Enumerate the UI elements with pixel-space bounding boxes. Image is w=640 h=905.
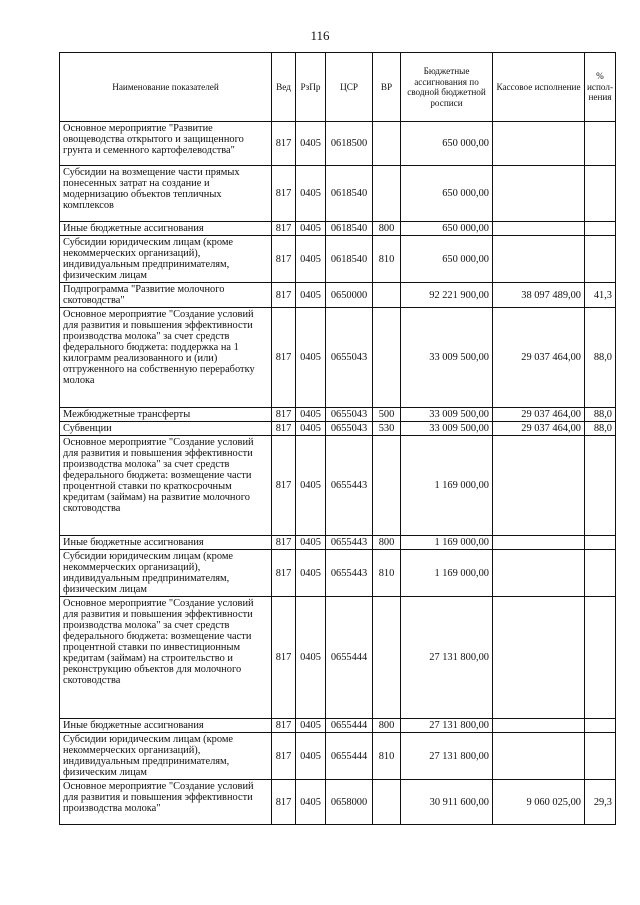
cell-budget: 27 131 800,00 [401,719,493,733]
cell-pct: 29,3 [585,780,616,825]
cell-cash: 29 037 464,00 [493,408,585,422]
cell-csr: 0655443 [326,550,373,597]
table-header-row [60,53,616,122]
cell-ved: 817 [272,436,296,536]
cell-ved: 817 [272,283,296,308]
cell-csr: 0655444 [326,733,373,780]
table-row [60,308,616,408]
cell-rzpr: 0405 [296,780,326,825]
cell-vr: 800 [373,536,401,550]
table-row [60,597,616,719]
table-row [60,283,616,308]
cell-cash: 38 097 489,00 [493,283,585,308]
cell-ved: 817 [272,780,296,825]
page-number: 116 [310,28,330,43]
cell-pct: 41,3 [585,283,616,308]
cell-name: Субвенции [60,422,272,436]
cell-name: Основное мероприятие "Создание условий для развития и повышения эффективности производства молока" за счет средств федерального бюджета: возмещение части процентной ставки по краткосрочным кредитам (займам) на развитие молочного скотоводства [60,436,272,536]
cell-budget: 27 131 800,00 [401,597,493,719]
cell-budget: 650 000,00 [401,222,493,236]
table-row [60,236,616,283]
cell-name: Подпрограмма "Развитие молочного скотоводства" [60,283,272,308]
cell-budget: 33 009 500,00 [401,422,493,436]
budget-table [59,52,616,825]
cell-rzpr: 0405 [296,222,326,236]
table-row [60,780,616,825]
cell-csr: 0658000 [326,780,373,825]
cell-rzpr: 0405 [296,536,326,550]
cell-rzpr: 0405 [296,719,326,733]
cell-name: Иные бюджетные ассигнования [60,222,272,236]
cell-vr: 800 [373,222,401,236]
cell-name: Иные бюджетные ассигнования [60,536,272,550]
cell-rzpr: 0405 [296,597,326,719]
cell-name: Иные бюджетные ассигнования [60,719,272,733]
cell-vr: 530 [373,422,401,436]
cell-budget: 650 000,00 [401,236,493,283]
cell-cash [493,222,585,236]
cell-cash [493,597,585,719]
cell-budget: 33 009 500,00 [401,408,493,422]
cell-csr: 0618540 [326,222,373,236]
cell-name: Основное мероприятие "Создание условий для развития и повышения эффективности производства молока" за счет средств федерального бюджета: возмещение части процентной ставки по инвестиционным кредитам (займам) на строительство и реконструкцию объектов для молочного скотоводства [60,597,272,719]
cell-csr: 0655444 [326,597,373,719]
cell-rzpr: 0405 [296,436,326,536]
table-row [60,719,616,733]
table-row [60,536,616,550]
cell-pct [585,222,616,236]
cell-vr [373,122,401,166]
cell-csr: 0618540 [326,236,373,283]
cell-cash: 29 037 464,00 [493,308,585,408]
cell-csr: 0655043 [326,408,373,422]
cell-ved: 817 [272,122,296,166]
table-row [60,733,616,780]
table-row [60,550,616,597]
cell-cash [493,550,585,597]
cell-pct [585,733,616,780]
cell-budget: 1 169 000,00 [401,436,493,536]
cell-vr [373,780,401,825]
cell-name: Субсидии на возмещение части прямых понесенных затрат на создание и модернизацию объектов тепличных комплексов [60,166,272,222]
cell-pct [585,122,616,166]
cell-rzpr: 0405 [296,283,326,308]
cell-pct [585,236,616,283]
cell-name: Субсидии юридическим лицам (кроме некоммерческих организаций), индивидуальным предпринимателям, физическим лицам [60,733,272,780]
cell-budget: 1 169 000,00 [401,536,493,550]
cell-budget: 27 131 800,00 [401,733,493,780]
cell-pct [585,436,616,536]
table-row [60,166,616,222]
cell-cash: 29 037 464,00 [493,422,585,436]
cell-cash [493,236,585,283]
cell-budget: 650 000,00 [401,122,493,166]
cell-ved: 817 [272,719,296,733]
cell-csr: 0655043 [326,422,373,436]
cell-budget: 33 009 500,00 [401,308,493,408]
cell-rzpr: 0405 [296,550,326,597]
cell-name: Основное мероприятие "Создание условий для развития и повышения эффективности производства молока" [60,780,272,825]
cell-csr: 0618540 [326,166,373,222]
cell-rzpr: 0405 [296,422,326,436]
cell-cash [493,436,585,536]
cell-csr: 0655444 [326,719,373,733]
cell-rzpr: 0405 [296,236,326,283]
cell-ved: 817 [272,536,296,550]
cell-name: Межбюджетные трансферты [60,408,272,422]
cell-ved: 817 [272,222,296,236]
header-budget: Бюджетные ассигнования по сводной бюджетной росписи [401,53,493,122]
cell-ved: 817 [272,422,296,436]
cell-rzpr: 0405 [296,408,326,422]
cell-csr: 0655443 [326,536,373,550]
cell-vr: 810 [373,733,401,780]
cell-rzpr: 0405 [296,308,326,408]
cell-name: Субсидии юридическим лицам (кроме некоммерческих организаций), индивидуальным предпринимателям, физическим лицам [60,236,272,283]
cell-vr [373,283,401,308]
cell-csr: 0655043 [326,308,373,408]
cell-budget: 1 169 000,00 [401,550,493,597]
cell-vr [373,308,401,408]
header-pct: % испол-нения [585,53,616,122]
cell-pct: 88,0 [585,422,616,436]
table-body [60,122,616,825]
header-rzpr: РзПр [296,53,326,122]
cell-pct [585,536,616,550]
cell-csr: 0618500 [326,122,373,166]
cell-vr: 810 [373,236,401,283]
cell-cash [493,536,585,550]
table-row [60,122,616,166]
cell-name: Основное мероприятие "Создание условий для развития и повышения эффективности производства молока" за счет средств федерального бюджета: поддержка на 1 килограмм реализованного и (или) отгруженного на собственную переработку молока [60,308,272,408]
table-row [60,422,616,436]
table-row [60,408,616,422]
cell-rzpr: 0405 [296,733,326,780]
cell-cash [493,733,585,780]
table-row [60,436,616,536]
table-row [60,222,616,236]
header-name: Наименование показателей [60,53,272,122]
cell-ved: 817 [272,308,296,408]
cell-ved: 817 [272,408,296,422]
cell-rzpr: 0405 [296,122,326,166]
header-cash: Кассовое исполнение [493,53,585,122]
cell-rzpr: 0405 [296,166,326,222]
header-ved: Вед [272,53,296,122]
cell-vr [373,436,401,536]
cell-pct [585,550,616,597]
cell-pct: 88,0 [585,408,616,422]
cell-budget: 92 221 900,00 [401,283,493,308]
cell-ved: 817 [272,733,296,780]
cell-vr [373,166,401,222]
header-csr: ЦСР [326,53,373,122]
cell-vr: 800 [373,719,401,733]
cell-ved: 817 [272,166,296,222]
cell-vr: 500 [373,408,401,422]
cell-name: Субсидии юридическим лицам (кроме некоммерческих организаций), индивидуальным предпринимателям, физическим лицам [60,550,272,597]
cell-name: Основное мероприятие "Развитие овощеводства открытого и защищенного грунта и семенного картофелеводства" [60,122,272,166]
cell-ved: 817 [272,550,296,597]
cell-pct [585,719,616,733]
cell-pct [585,597,616,719]
cell-ved: 817 [272,236,296,283]
cell-budget: 30 911 600,00 [401,780,493,825]
cell-budget: 650 000,00 [401,166,493,222]
cell-pct [585,166,616,222]
cell-cash: 9 060 025,00 [493,780,585,825]
cell-cash [493,166,585,222]
cell-csr: 0655443 [326,436,373,536]
cell-csr: 0650000 [326,283,373,308]
cell-vr [373,597,401,719]
cell-ved: 817 [272,597,296,719]
cell-cash [493,122,585,166]
cell-pct: 88,0 [585,308,616,408]
cell-vr: 810 [373,550,401,597]
cell-cash [493,719,585,733]
header-vr: ВР [373,53,401,122]
